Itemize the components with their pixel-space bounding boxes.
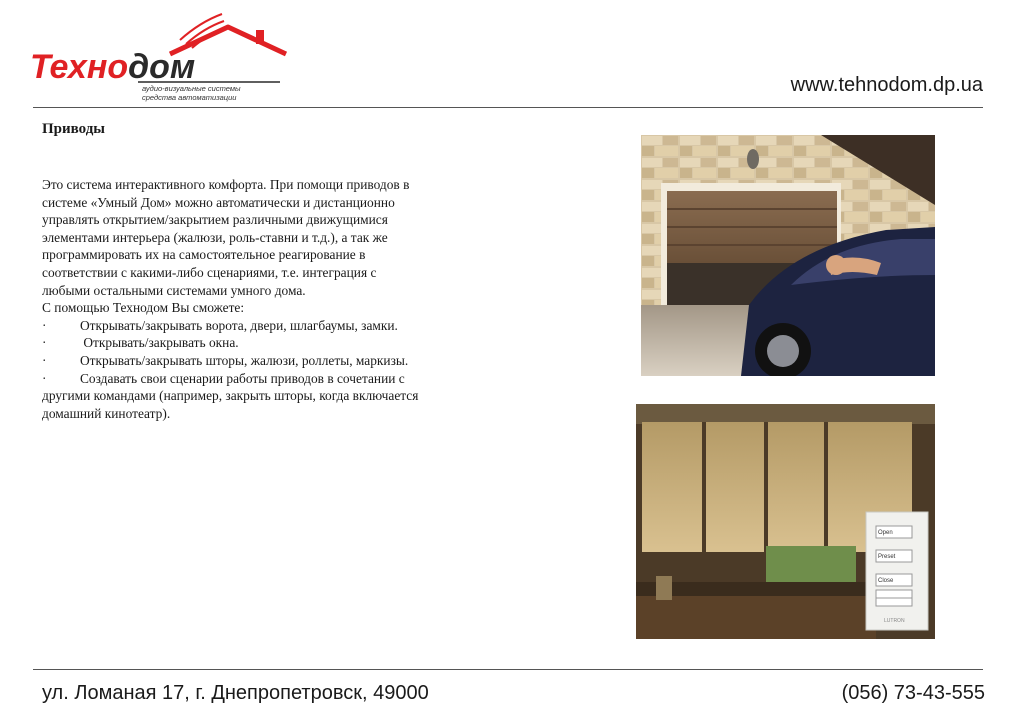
website-link[interactable]: www.tehnodom.dp.ua [790,74,983,96]
bullet-dot: · [42,352,47,368]
keypad-close-button: Close [878,578,894,584]
header-divider [33,107,983,108]
company-logo [30,10,290,102]
logo-tagline-2: средства автоматизации [142,93,237,102]
list-item-text: Открывать/закрывать ворота, двери, шлагбаумы, замки. [80,317,398,333]
list-item [42,352,427,370]
list-item-text: Создавать свои сценарии работы приводов в сочетании с другими командами (например, закрыть шторы, когда включается домашний кинотеатр). [42,370,419,421]
keypad-brand: LUTRON [884,618,905,624]
logo-word-part2: дом [128,48,196,86]
garage-door-photo [641,135,935,376]
list-item [42,370,427,423]
window-shades-photo [636,404,935,639]
list-item-text: Открывать/закрывать окна. [80,335,239,351]
capabilities-lead: С помощью Технодом Вы сможете: [42,300,245,316]
bullet-dot: · [42,317,47,333]
footer-divider [33,669,983,670]
list-item [42,317,427,335]
footer-phone: (056) 73-43-555 [841,682,985,704]
bullet-dot: · [42,335,47,351]
body-text [42,176,427,422]
intro-paragraph: Это система интерактивного комфорта. При помощи приводов в системе «Умный Дом» можно автоматически и дистанционно управлять открытием/закрытием различными движущимися элементами интерьера (жалюзи, роль-ставни и т.д.), а так же программировать их на самостоятельное реагирование в соответствии с какими-либо сценариями, т.е. интеграция с любыми остальными системами умного дома. [42,177,410,298]
list-item-text: Открывать/закрывать шторы, жалюзи, роллеты, маркизы. [80,352,409,368]
keypad-open-button: Open [878,530,893,536]
logo-tagline-1: аудио-визуальные системы [142,84,241,93]
page-title: Приводы [42,121,106,137]
footer-address: ул. Ломаная 17, г. Днепропетровск, 49000 [42,682,429,704]
logo-wordmark [30,50,195,84]
keypad-preset-button: Preset [878,554,896,560]
bullet-dot: · [42,370,47,386]
list-item [42,334,427,352]
logo-word-part1: Техно [30,48,129,86]
